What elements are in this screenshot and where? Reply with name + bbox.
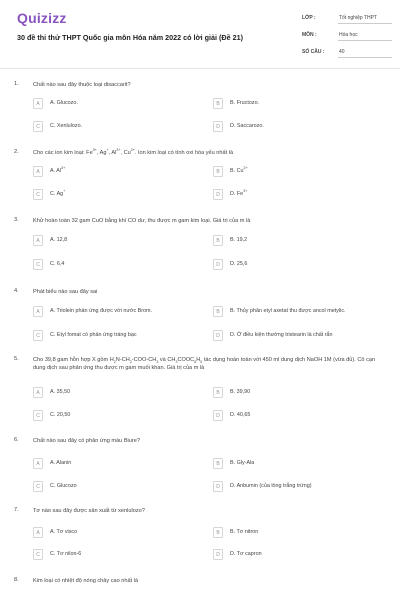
option-text: C. Etyl fomat có phản ứng tráng bạc — [50, 332, 137, 338]
question-text: Phát biểu nào sau đây sai — [33, 289, 98, 295]
option-text: B. Tơ nitron — [230, 529, 259, 535]
option-letter-box: A — [33, 527, 43, 538]
option-letter-box: C — [33, 410, 43, 421]
option-letter-box: A — [33, 458, 43, 469]
option-letter-box: A — [33, 98, 43, 109]
meta-value: Tốt nghiệp THPT — [338, 12, 392, 24]
option-d[interactable] — [213, 330, 391, 342]
option-d[interactable] — [213, 549, 391, 561]
option-a[interactable] — [33, 306, 211, 318]
option-text: D. Saccarozo. — [230, 123, 264, 129]
option-letter-box: C — [33, 330, 43, 341]
option-letter-box: B — [213, 166, 223, 177]
option-text: B. 19,2 — [230, 237, 248, 243]
question-number: 2. — [14, 149, 19, 155]
option-text: A. 35,50 — [50, 389, 71, 395]
question-text: Cho các ion kim loại: $Fe^{3+}$, Ag+, $Al^{3+}$, $Cu^{2+}$. Ion kim loại có tính oxi hóa yếu nhất là — [33, 148, 234, 156]
option-text: B. 39,90 — [230, 389, 251, 395]
question-number: 3. — [14, 217, 19, 223]
option-text: D. Ở điều kiện thường tristearin là chất rắn — [230, 332, 333, 338]
option-b[interactable] — [213, 166, 391, 178]
question-number: 7. — [14, 507, 19, 513]
meta-row-class — [302, 12, 392, 29]
option-text: A. Alanin — [50, 460, 72, 466]
option-c[interactable] — [33, 481, 211, 493]
option-text: B. Thủy phân etyl axetat thu được ancol metylic. — [230, 308, 346, 314]
option-letter-box: D — [213, 121, 223, 132]
option-d[interactable] — [213, 259, 391, 271]
option-d[interactable] — [213, 410, 391, 422]
question-text: Tơ nào sau đây được sản xuất từ xenlulozo? — [33, 508, 145, 514]
option-letter-box: A — [33, 306, 43, 317]
question-number: 5. — [14, 356, 19, 362]
option-d[interactable] — [213, 189, 391, 201]
worksheet-header — [0, 0, 400, 68]
option-letter-box: B — [213, 458, 223, 469]
option-d[interactable] — [213, 121, 391, 133]
worksheet-meta — [302, 12, 392, 63]
option-letter-box: D — [213, 481, 223, 492]
question-number: 6. — [14, 437, 19, 443]
option-letter-box: B — [213, 527, 223, 538]
option-letter-box: D — [213, 189, 223, 200]
option-c[interactable] — [33, 330, 211, 342]
option-b[interactable] — [213, 235, 391, 247]
option-letter-box: B — [213, 387, 223, 398]
meta-label: LỚP : — [302, 15, 316, 21]
option-c[interactable] — [33, 259, 211, 271]
meta-label: MÔN : — [302, 32, 317, 38]
option-text: A. Glucozo. — [50, 100, 78, 106]
option-text: D. 40,65 — [230, 412, 251, 418]
option-text: D. 25,6 — [230, 261, 248, 267]
question-text: Chất nào sau đây thuộc loại disaccarit? — [33, 82, 131, 88]
option-c[interactable] — [33, 189, 211, 201]
option-text: D. $Fe^{3+}$ — [230, 189, 248, 197]
option-a[interactable] — [33, 235, 211, 247]
option-b[interactable] — [213, 98, 391, 110]
option-text: A. 12,8 — [50, 237, 68, 243]
question-number: 1. — [14, 81, 19, 87]
option-a[interactable] — [33, 527, 211, 539]
meta-value: Hóa học — [338, 29, 392, 41]
option-letter-box: B — [213, 235, 223, 246]
option-letter-box: A — [33, 166, 43, 177]
option-text: A. $Al^{3+}$ — [50, 166, 66, 174]
option-text: B. Fructozo. — [230, 100, 260, 106]
header-divider — [0, 68, 400, 69]
meta-row-question-count — [302, 46, 392, 63]
option-text: A. Triolein phản ứng được với nước Brom. — [50, 308, 153, 314]
option-b[interactable] — [213, 527, 391, 539]
option-letter-box: D — [213, 259, 223, 270]
option-text: C. Tơ nilon-6 — [50, 551, 82, 557]
option-c[interactable] — [33, 410, 211, 422]
option-letter-box: C — [33, 189, 43, 200]
option-letter-box: C — [33, 481, 43, 492]
option-letter-box: D — [213, 549, 223, 560]
option-letter-box: B — [213, 306, 223, 317]
option-d[interactable] — [213, 481, 391, 493]
option-letter-box: C — [33, 259, 43, 270]
option-text: C. 6,4 — [50, 261, 65, 267]
question-number: 4. — [14, 288, 19, 294]
option-letter-box: C — [33, 549, 43, 560]
worksheet-title: 30 đề thi thử THPT Quốc gia môn Hóa năm 2022 có lời giải (Đề 21) — [17, 33, 243, 42]
option-letter-box: A — [33, 387, 43, 398]
meta-label: SỐ CÂU : — [302, 49, 325, 55]
option-b[interactable] — [213, 458, 391, 470]
option-a[interactable] — [33, 98, 211, 110]
option-a[interactable] — [33, 458, 211, 470]
option-letter-box: D — [213, 330, 223, 341]
option-letter-box: C — [33, 121, 43, 132]
question-text: Chất nào sau đây có phản ứng màu Biure? — [33, 438, 140, 444]
option-b[interactable] — [213, 387, 391, 399]
option-text: C. 20,50 — [50, 412, 71, 418]
question-text: Kim loại có nhiệt độ nóng chảy cao nhất là — [33, 578, 139, 584]
option-text: D. Anbumin (của lòng trắng trứng) — [230, 483, 312, 489]
option-a[interactable] — [33, 387, 211, 399]
question-number: 8. — [14, 577, 19, 583]
option-letter-box: D — [213, 410, 223, 421]
option-text: C. Ag+ — [50, 189, 66, 197]
option-text: C. Xenlulozo. — [50, 123, 83, 129]
option-text: C. Glucozo — [50, 483, 77, 489]
option-b[interactable] — [213, 306, 391, 318]
option-a[interactable] — [33, 166, 211, 178]
option-letter-box: B — [213, 98, 223, 109]
quizizz-logo: Quizizz — [17, 10, 67, 26]
option-c[interactable] — [33, 549, 211, 561]
meta-value: 40 — [338, 46, 392, 58]
meta-row-subject — [302, 29, 392, 46]
option-text: D. Tơ capron — [230, 551, 262, 557]
question-text: Cho 39,8 gam hỗn hợp X gồm $H_2N-CH_2-COO-CH_3$ và $CH_3COOC_6H_5$ tác dụng hoàn toàn với 450 ml dung dịch NaOH 1M (vừa đủ). Cô cạn dung dịch sau phản ứng thu được m gam muối khan. Giá trị của m là — [33, 357, 376, 371]
option-text: B. $Cu^{2+}$ — [230, 166, 248, 174]
option-c[interactable] — [33, 121, 211, 133]
option-text: B. Gly-Ala — [230, 460, 255, 466]
option-text: A. Tơ visco — [50, 529, 78, 535]
question-text: Khử hoàn toàn 32 gam CuO bằng khí CO dư, thu được m gam kim loại. Giá trị của m là — [33, 218, 251, 224]
option-letter-box: A — [33, 235, 43, 246]
